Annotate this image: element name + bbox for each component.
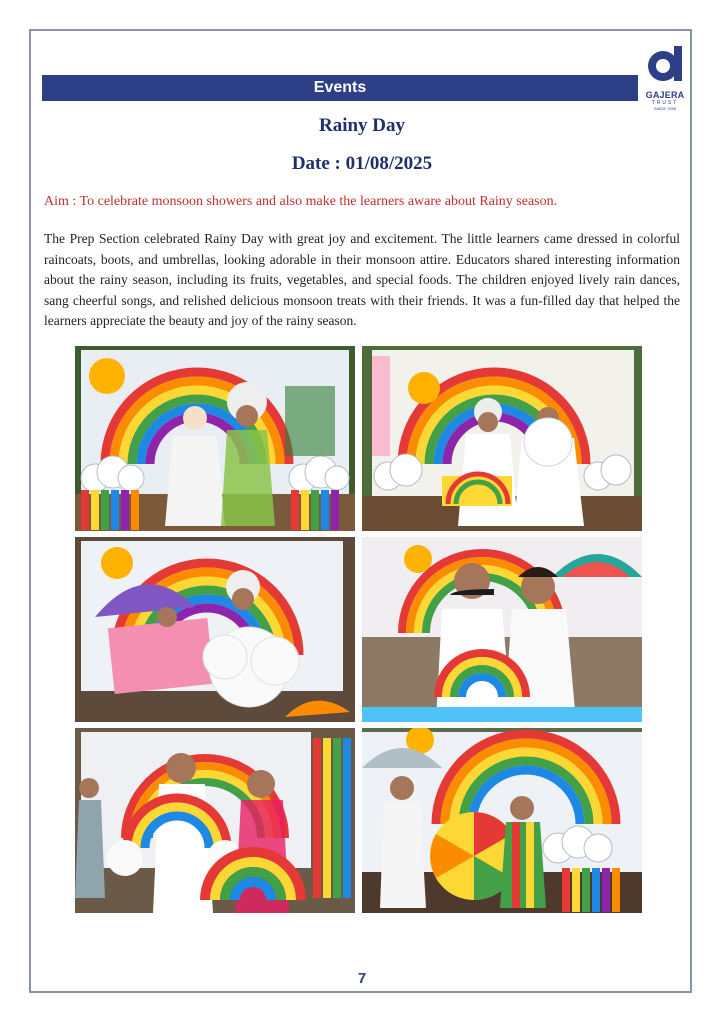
event-description: The Prep Section celebrated Rainy Day with great joy and excitement. The little learners came dressed in colorful raincoats, boots, and umbrellas, looking adorable in their monsoon attire. Educators shared interesting information about the rainy season, including its fruits, vegetables, and special foods. The children enjoyed lively rain dances, sang cheerful songs, and relished delicious monsoon treats with their friends. It was a fun-filled day that helped the learners appreciate the beauty and joy of the rainy season. [44, 231, 680, 328]
event-title: Rainy Day [318, 115, 406, 136]
event-date: Date : 01/08/2025 [291, 153, 433, 174]
photo-5 [75, 728, 355, 913]
photo-6 [362, 728, 642, 913]
logo-name: GAJERA [645, 90, 685, 100]
trust-logo-icon [644, 44, 686, 84]
logo-subname: TRUST [651, 100, 679, 106]
photo-1 [75, 346, 355, 531]
page-number: 7 [357, 970, 367, 987]
gajera-trust-logo [642, 44, 688, 124]
photo-collage [75, 346, 642, 914]
logo-since: SINCE 1995 [653, 106, 677, 111]
photo-4 [362, 537, 642, 722]
photo-2 [362, 346, 642, 531]
photo-3 [75, 537, 355, 722]
event-aim: Aim : To celebrate monsoon showers and also make the learners aware about Rainy season. [44, 194, 558, 209]
events-banner: Events [42, 75, 638, 101]
